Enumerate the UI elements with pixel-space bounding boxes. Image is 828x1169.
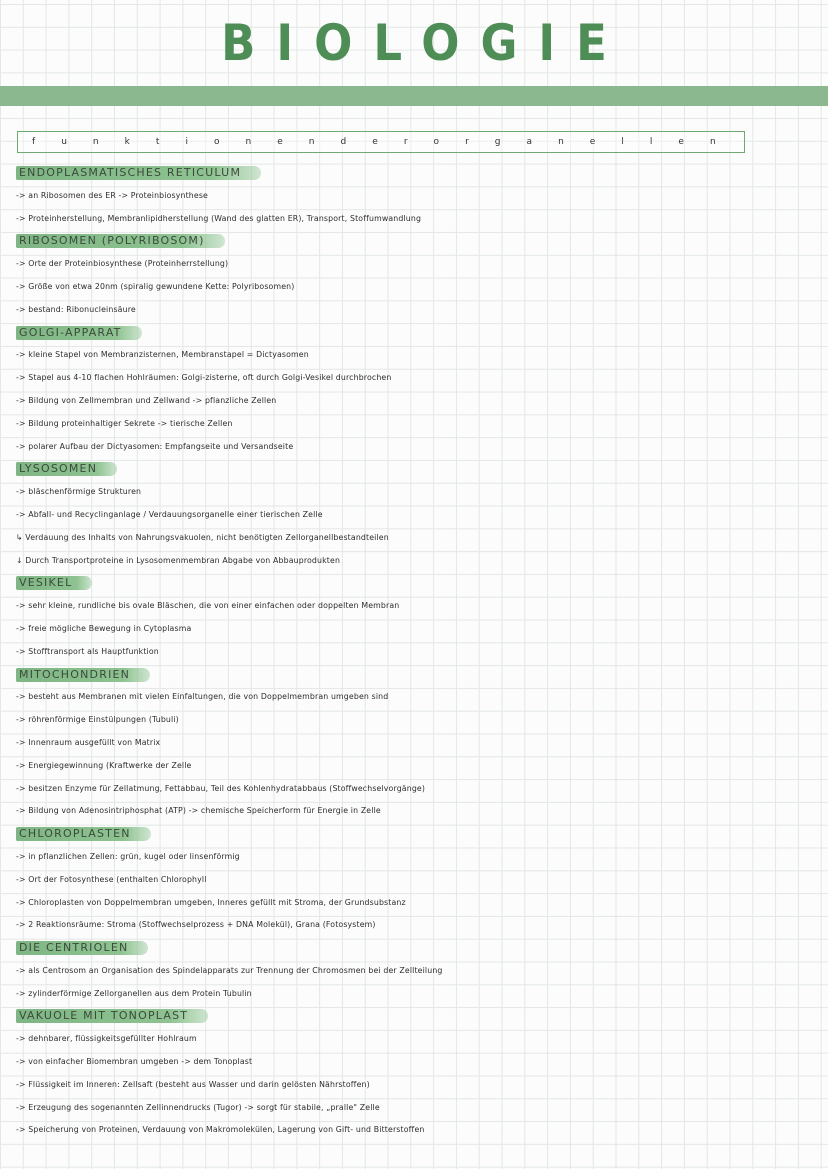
subtitle-letter: o [213, 137, 220, 147]
note-line: -> Stofftransport als Hauptfunktion [16, 646, 159, 656]
section-heading: DIE CENTRIOLEN [16, 941, 148, 955]
page-title: BIOLOGIE [221, 14, 628, 72]
note-line: -> freie mögliche Bewegung in Cytoplasma [16, 623, 192, 633]
subtitle-letter: i [185, 137, 188, 147]
note-line: -> Orte der Proteinbiosynthese (Proteinherrstellung) [16, 259, 229, 269]
subtitle-letter: n [92, 137, 99, 147]
note-line: -> Energiegewinnung (Kraftwerke der Zelle [16, 760, 192, 770]
section-heading-row [16, 937, 824, 960]
subtitle-letter: r [403, 137, 408, 147]
section-heading: MITOCHONDRIEN [16, 668, 150, 682]
note-line: ↳ Verdauung des Inhalts von Nahrungsvakuolen, nicht benötigten Zellorganellbestandteilen [16, 532, 389, 542]
note-line: -> röhrenförmige Einstülpungen (Tubuli) [16, 715, 179, 725]
section-heading-row [16, 664, 824, 687]
section-heading-row [16, 1005, 824, 1028]
note-line: -> Abfall- und Recyclinganlage / Verdauungsorganelle einer tierischen Zelle [16, 509, 323, 519]
note-line: -> als Centrosom an Organisation des Spindelapparats zur Trennung der Chromosmen bei der Zellteilung [16, 965, 443, 975]
section-heading: GOLGI-APPARAT [16, 326, 142, 340]
section-heading-row [16, 458, 824, 481]
section-heading: VAKUOLE MIT TONOPLAST [16, 1009, 208, 1023]
subtitle-letter: o [433, 137, 440, 147]
subtitle-letter: e [277, 137, 283, 147]
note-line: -> Stapel aus 4-10 flachen Hohlräumen: Golgi-zisterne, oft durch Golgi-Vesikel durchbrochen [16, 373, 392, 383]
section-heading: VESIKEL [16, 576, 92, 590]
subtitle-letter: l [649, 137, 653, 147]
note-line: -> Ort der Fotosynthese (enthalten Chlorophyll [16, 874, 207, 884]
note-line: -> Bildung proteinhaltiger Sekrete -> tierische Zellen [16, 418, 233, 428]
subtitle-letter: r [465, 137, 469, 147]
section-heading-row [16, 823, 824, 846]
section-heading-row [16, 162, 824, 185]
note-line: -> Bildung von Zellmembran und Zellwand -> pflanzliche Zellen [16, 395, 277, 405]
section-heading: CHLOROPLASTEN [16, 827, 151, 841]
subtitle-letter: g [494, 137, 501, 147]
note-line: ↓ Durch Transportproteine in Lysosomenmembran Abgabe von Abbauprodukten [16, 555, 341, 565]
note-line: -> Größe von etwa 20nm (spiralig gewundene Kette: Polyribosomen) [16, 281, 295, 291]
subtitle-letter: n [709, 137, 716, 147]
note-line: -> Bildung von Adenosintriphosphat (ATP) -> chemische Speicherform für Energie in Zelle [16, 806, 381, 816]
note-line: -> an Ribosomen des ER -> Proteinbiosynthese [16, 190, 208, 200]
note-line: -> sehr kleine, rundliche bis ovale Bläschen, die von einer einfachen oder doppelten Membran [16, 601, 400, 611]
subtitle-letter: l [621, 137, 624, 147]
note-line: -> kleine Stapel von Membranzisternen, Membranstapel = Dictyasomen [16, 350, 309, 360]
subtitle-letter: d [340, 137, 347, 147]
subtitle-letter: k [124, 137, 130, 147]
note-line: -> Erzeugung des sogenannten Zellinnendrucks (Tugor) -> sorgt für stabile, „pralle" Zelle [16, 1102, 380, 1112]
note-line: -> Chloroplasten von Doppelmembran umgeben, Inneres gefüllt mit Stroma, der Grundsubstanz [16, 897, 406, 907]
subtitle-letter: n [308, 137, 315, 147]
subtitle-letter: n [558, 137, 564, 147]
note-line: -> in pflanzlichen Zellen: grün, kugel oder linsenförmig [16, 851, 240, 861]
subtitle-letter: f [32, 137, 36, 147]
section-heading: LYSOSOMEN [16, 462, 117, 476]
note-line: -> besitzen Enzyme für Zellatmung, Fettabbau, Teil des Kohlenhydratabbaus (Stoffwechselvorgänge) [16, 783, 426, 793]
note-line: -> polarer Aufbau der Dictyasomen: Empfangseite und Versandseite [16, 441, 294, 451]
title-band [0, 86, 828, 106]
subtitle-letter: t [155, 137, 160, 147]
section-heading-row [16, 230, 824, 253]
subtitle-letter: a [526, 137, 533, 147]
subtitle-letter: e [372, 137, 378, 147]
notes-content [16, 162, 824, 1142]
note-line: -> dehnbarer, flüssigkeitsgefüllter Hohlraum [16, 1034, 197, 1044]
section-heading-row [16, 322, 824, 345]
section-heading-row [16, 572, 824, 595]
section-heading: ENDOPLASMATISCHES RETICULUM [16, 166, 261, 180]
note-line: -> bestand: Ribonucleinsäure [16, 304, 136, 314]
note-line: -> Proteinherstellung, Membranlipidherstellung (Wand des glatten ER), Transport, Stoffumwandlung [16, 213, 422, 223]
note-line: -> besteht aus Membranen mit vielen Einfaltungen, die von Doppelmembran umgeben sind [16, 692, 389, 702]
note-line: -> 2 Reaktionsräume: Stroma (Stoffwechselprozess + DNA Molekül), Grana (Fotosystem) [16, 920, 376, 930]
subtitle-letter: n [245, 137, 252, 147]
subtitle-letter: e [589, 137, 596, 147]
note-line: -> bläschenförmige Strukturen [16, 487, 142, 497]
section-heading: RIBOSOMEN (POLYRIBOSOM) [16, 234, 225, 248]
subtitle-letter: e [678, 137, 684, 147]
note-line: -> Speicherung von Proteinen, Verdauung von Makromolekülen, Lagerung von Gift- und Bitterstoffen [16, 1125, 425, 1135]
subtitle-box [17, 131, 745, 153]
subtitle-letter: u [61, 137, 67, 147]
note-line: -> Flüssigkeit im Inneren: Zellsaft (besteht aus Wasser und darin gelösten Nährstoffen) [16, 1079, 370, 1089]
note-line: -> von einfacher Biomembran umgeben -> dem Tonoplast [16, 1057, 253, 1067]
note-line: -> zylinderförmige Zellorganellen aus dem Protein Tubulin [16, 988, 252, 998]
note-line: -> Innenraum ausgefüllt von Matrix [16, 737, 161, 747]
